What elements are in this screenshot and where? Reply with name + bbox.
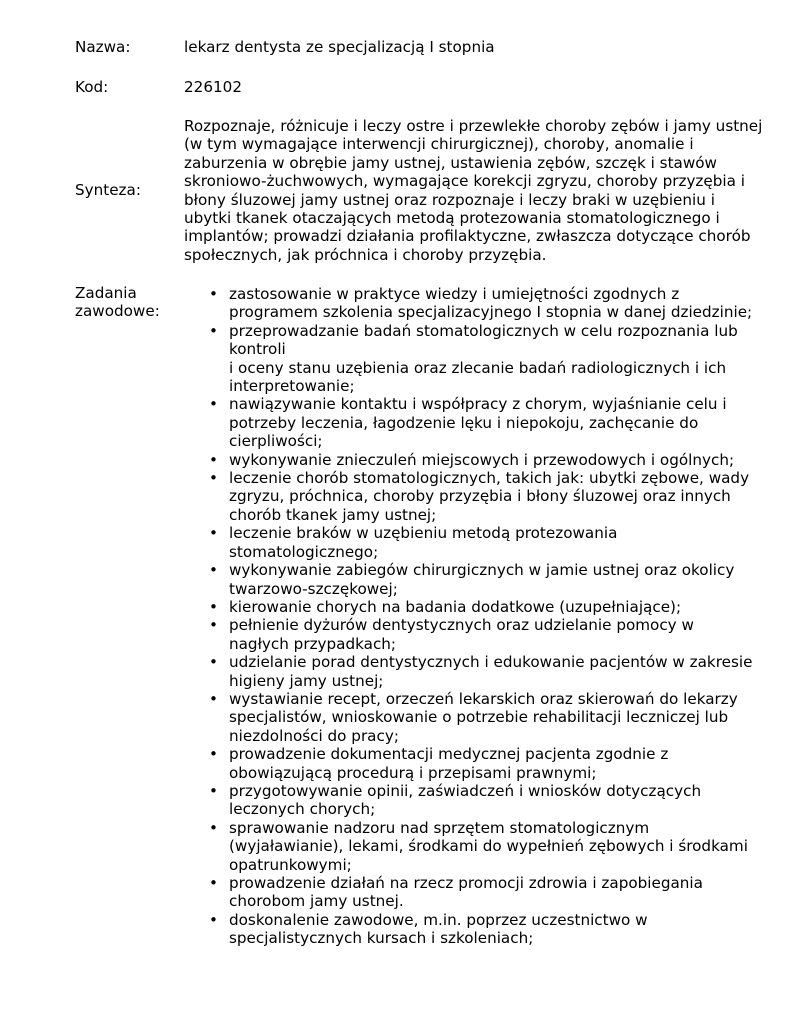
list-item: • pełnienie dyżurów dentystycznych oraz udzielanie pomocy w nagłych przypadkach; bbox=[229, 616, 754, 653]
list-item: • wykonywanie znieczuleń miejscowych i przewodowych i ogólnych; bbox=[229, 451, 754, 469]
list-item: • udzielanie porad dentystycznych i edukowanie pacjentów w zakresie higieny jamy ustnej; bbox=[229, 653, 754, 690]
synthesis-text: Rozpoznaje, różnicuje i leczy ostre i przewlekłe choroby zębów i jamy ustnej (w tym wymagające interwencji chirurgicznej), choroby, anomalie i zaburzenia w obrębie jamy ustnej, ustawienia zębów, szczęk i stawów skroniowo-żuchwowych, wymagające korekcji zgryzu, choroby przyzębia i błony śluzowej jamy ustnej oraz rozpoznaje i leczy braki w uzębieniu i ubytki tkanek otaczających metodą protezowania stomatologicznego i implantów; prowadzi działania profilaktyczne, zwłaszcza dotyczące chorób społecznych, jak próchnica i choroby przyzębia. bbox=[184, 117, 763, 264]
list-item: • przygotowywanie opinii, zaświadczeń i wniosków dotyczących leczonych chorych; bbox=[229, 782, 754, 819]
code-label: Kod: bbox=[75, 78, 109, 96]
list-item: • wystawianie recept, orzeczeń lekarskich oraz skierowań do lekarzy specjalistów, wnioskowanie o potrzebie rehabilitacji leczniczej lub niezdolności do pracy; bbox=[229, 690, 754, 745]
list-item: • doskonalenie zawodowe, m.in. poprzez uczestnictwo w specjalistycznych kursach i szkoleniach; bbox=[229, 911, 754, 948]
list-item: • leczenie chorób stomatologicznych, takich jak: ubytki zębowe, wady zgryzu, próchnica, choroby przyzębia i błony śluzowej oraz innych chorób tkanek jamy ustnej; bbox=[229, 469, 754, 524]
list-item: • wykonywanie zabiegów chirurgicznych w jamie ustnej oraz okolicy twarzowo-szczękowej; bbox=[229, 561, 754, 598]
list-item: • prowadzenie dokumentacji medycznej pacjenta zgodnie z obowiązującą procedurą i przepisami prawnymi; bbox=[229, 745, 754, 782]
list-item: • leczenie braków w uzębieniu metodą protezowania stomatologicznego; bbox=[229, 524, 754, 561]
code-value: 226102 bbox=[184, 78, 242, 96]
list-item: • przeprowadzanie badań stomatologicznych w celu rozpoznania lub kontroli i oceny stanu uzębienia oraz zlecanie badań radiologicznych i ich interpretowanie; bbox=[229, 322, 754, 396]
tasks-label: Zadania zawodowe: bbox=[75, 284, 160, 321]
tasks-list bbox=[229, 285, 754, 948]
list-item: • kierowanie chorych na badania dodatkowe (uzupełniające); bbox=[229, 598, 754, 616]
synthesis-label: Synteza: bbox=[75, 181, 141, 199]
name-value: lekarz dentysta ze specjalizacją I stopnia bbox=[184, 38, 495, 56]
name-label: Nazwa: bbox=[75, 38, 131, 56]
list-item: • nawiązywanie kontaktu i współpracy z chorym, wyjaśnianie celu i potrzeby leczenia, łagodzenie lęku i niepokoju, zachęcanie do cierpliwości; bbox=[229, 395, 754, 450]
list-item: • sprawowanie nadzoru nad sprzętem stomatologicznym (wyjaławianie), lekami, środkami do wypełnień zębowych i środkami opatrunkowymi; bbox=[229, 819, 754, 874]
list-item: • zastosowanie w praktyce wiedzy i umiejętności zgodnych z programem szkolenia specjalizacyjnego I stopnia w danej dziedzinie; bbox=[229, 285, 754, 322]
list-item: • prowadzenie działań na rzecz promocji zdrowia i zapobiegania chorobom jamy ustnej. bbox=[229, 874, 754, 911]
